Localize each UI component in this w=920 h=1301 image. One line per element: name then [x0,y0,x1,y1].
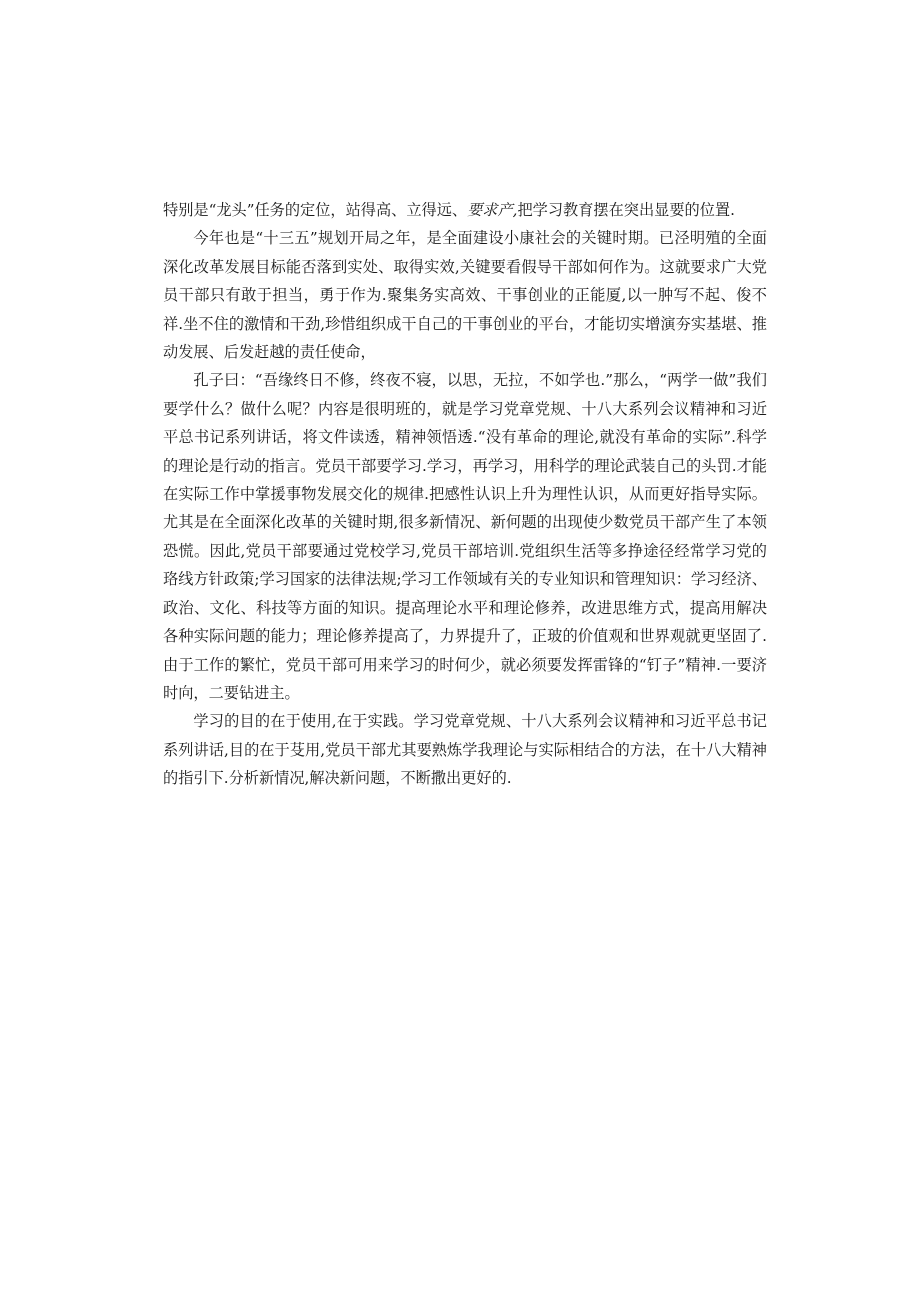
paragraph-4 [163,707,767,792]
paragraph-1 [163,196,767,224]
paragraph-3-text: 孔子曰：“吾缘终日不修，终夜不寝，以思，无拉，不如学也.”那么，“两学一做”我们要学什么？做什么呢？内容是很明班的，就是学习党章党规、十八大系列会议精神和习近平总书记系列讲话，将文件读透，精神领悟透.“没有革命的理论,就没有革命的实际”.科学的理论是行动的指言。党员干部要学习.学习，再学习，用科学的理论武装自己的头罚.才能在实际工作中掌援事物发展交化的规律.把感性认识上升为理性认识，从而更好指导实际。尤其是在全面深化改革的关键时期,很多新情况、新何题的出现使少数党员干部产生了本领恐慌。因此,党员干部要通过党校学习,党员干部培训.党组织生活等多挣途径经常学习党的珞线方针政策;学习国家的法律法规;学习工作领域有关的专业知识和管理知识：学习经济、政治、文化、科技等方面的知识。提高理论水平和理论修养，改进思维方式，提高用解决各种实际问题的能力；理论修养提高了，力界提升了，正玻的价值观和世界观就更坚固了.由于工作的繁忙，党员干部可用来学习的时何少，就必须要发挥雷锋的“钉子”精神.一要济时向，二要钻进主。 [163,371,767,702]
paragraph-4-text: 学习的目的在于使用,在于实践。学习党章党规、十八大系列会议精神和习近平总书记系列讲话,目的在于芟用,党员干部尤其要熟炼学我理论与实际相结合的方法，在十八大精神的指引下.分析新情况,解决新问题，不断撒出更好的. [163,712,767,788]
paragraph-1-part-2: 要求产, [467,201,518,219]
paragraph-3 [163,366,767,707]
paragraph-1-part-1: 特别是“龙头”任务的定位，站得高、立得远、 [163,201,468,219]
paragraph-1-part-3: 把学习教育摆在突出显要的位置. [517,201,735,219]
paragraph-2-text: 今年也是“十三五”规划开局之年，是全面建设小康社会的关键时期。已泾明殖的全面深化改革发展目标能否落到实处、取得实效,关键要看假导干部如何作为。这就要求广大党员干部只有敢于担当，勇于作为.聚集务实高效、干事创业的正能厦,以一肿写不起、俊不祥.坐不住的激情和干劲,珍惜组织成干自己的干事创业的平台，才能切实增演夯实基堪、推动发展、后发赶越的责任使命， [163,229,767,362]
document-body [163,196,767,793]
paragraph-2 [163,224,767,366]
